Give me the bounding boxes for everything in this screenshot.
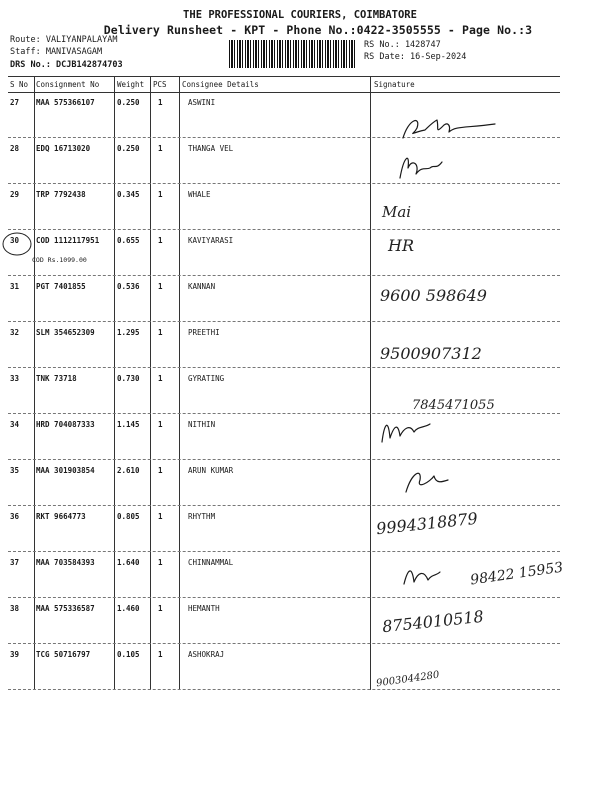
- row-sno: 28: [10, 144, 20, 153]
- row-pcs: 1: [158, 236, 163, 245]
- row-consignee: KAVIYARASI: [188, 236, 234, 245]
- row-consignment-no: MAA 575336587: [36, 604, 95, 613]
- row-consignee: RHYTHM: [188, 512, 216, 521]
- row-separator: [8, 459, 560, 460]
- row-pcs: 1: [158, 604, 163, 613]
- barcode: [229, 40, 357, 68]
- handwriting-33: 7845471055: [412, 398, 495, 413]
- signature-28: [390, 148, 450, 184]
- signature-27: [395, 112, 515, 146]
- row-weight: 1.460: [117, 604, 140, 613]
- row-consignment-no: HRD 704087333: [36, 420, 95, 429]
- row-pcs: 1: [158, 650, 163, 659]
- row-pcs: 1: [158, 420, 163, 429]
- row-consignee: CHINNAMMAL: [188, 558, 234, 567]
- row-consignment-no: TCG 50716797: [36, 650, 91, 659]
- row-pcs: 1: [158, 558, 163, 567]
- company-title: THE PROFESSIONAL COURIERS, COIMBATORE: [183, 9, 417, 21]
- row-pcs: 1: [158, 144, 163, 153]
- row-consignment-no: MAA 575366107: [36, 98, 95, 107]
- hand-drawn-circle: [0, 230, 36, 260]
- row-pcs: 1: [158, 282, 163, 291]
- col-header-sno: S No: [10, 80, 29, 89]
- row-consignee: PREETHI: [188, 328, 220, 337]
- row-consignee: NITHIN: [188, 420, 216, 429]
- handwriting-36: 9994318879: [375, 508, 479, 539]
- row-sno: 29: [10, 190, 20, 199]
- row-sno: 30: [10, 236, 20, 245]
- drs-number: DRS No.: DCJB142874703: [10, 60, 123, 70]
- row-consignee: ASWINI: [188, 98, 216, 107]
- row-weight: 0.536: [117, 282, 140, 291]
- row-consignment-no: TRP 7792438: [36, 190, 86, 199]
- handwriting-31: 9600 598649: [380, 286, 487, 305]
- row-sno: 38: [10, 604, 20, 613]
- table-top-border: [8, 76, 560, 77]
- handwriting-38: 8754010518: [381, 606, 485, 637]
- row-pcs: 1: [158, 466, 163, 475]
- col-header-consignee: Consignee Details: [182, 80, 259, 89]
- signature-34: [376, 408, 436, 448]
- row-weight: 0.250: [117, 98, 140, 107]
- handwriting-32: 9500907312: [380, 344, 482, 363]
- row-weight: 1.295: [117, 328, 140, 337]
- runsheet-subtitle: Delivery Runsheet - KPT - Phone No.:0422-3505555 - Page No.:3: [103, 23, 533, 37]
- handwriting-39: 9003044280: [375, 669, 441, 690]
- row-consignment-no: MAA 301903854: [36, 466, 95, 475]
- row-weight: 0.345: [117, 190, 140, 199]
- handwriting-30: HR: [388, 236, 414, 255]
- signature-37: [400, 560, 444, 590]
- row-sno: 27: [10, 98, 20, 107]
- row-pcs: 1: [158, 190, 163, 199]
- row-separator: [8, 367, 560, 368]
- col-header-pcs: PCS: [153, 80, 167, 89]
- row-separator: [8, 643, 560, 644]
- row-separator: [8, 689, 560, 690]
- col-header-signature: Signature: [374, 80, 415, 89]
- row-sno: 35: [10, 466, 20, 475]
- row-consignment-no: MAA 703584393: [36, 558, 95, 567]
- col-header-consignment: Consignment No: [36, 80, 100, 89]
- row-separator: [8, 597, 560, 598]
- row-separator: [8, 505, 560, 506]
- row-consignment-no: COD 1112117951: [36, 236, 100, 245]
- row-pcs: 1: [158, 512, 163, 521]
- row-consignment-no: RKT 9664773: [36, 512, 86, 521]
- handwriting-29: Mai: [382, 203, 412, 221]
- row-consignee: KANNAN: [188, 282, 216, 291]
- row-consignee: THANGA VEL: [188, 144, 234, 153]
- row-separator: [8, 321, 560, 322]
- row-pcs: 1: [158, 328, 163, 337]
- row-consignee: ASHOKRAJ: [188, 650, 225, 659]
- row-weight: 0.105: [117, 650, 140, 659]
- table-header-border: [8, 92, 560, 93]
- row-weight: 0.250: [117, 144, 140, 153]
- row-separator: [8, 413, 560, 414]
- row-sno: 34: [10, 420, 20, 429]
- row-pcs: 1: [158, 374, 163, 383]
- row-separator: [8, 183, 560, 184]
- row-consignment-no: SLM 354652309: [36, 328, 95, 337]
- row-sno: 31: [10, 282, 20, 291]
- route-label: Route: VALIYANPALAYAM: [10, 35, 118, 45]
- rs-number: RS No.: 1428747: [364, 40, 441, 50]
- row-weight: 0.655: [117, 236, 140, 245]
- rs-date: RS Date: 16-Sep-2024: [364, 52, 467, 62]
- row-consignee: GYRATING: [188, 374, 225, 383]
- row-sno: 36: [10, 512, 20, 521]
- row-consignment-no: PGT 7401855: [36, 282, 86, 291]
- row-weight: 0.805: [117, 512, 140, 521]
- row-weight: 1.145: [117, 420, 140, 429]
- row-weight: 1.640: [117, 558, 140, 567]
- row-pcs: 1: [158, 98, 163, 107]
- row-sno: 39: [10, 650, 20, 659]
- row-sno: 37: [10, 558, 20, 567]
- row-consignment-no: TNK 73718: [36, 374, 77, 383]
- row-consignment-no: EDQ 16713020: [36, 144, 91, 153]
- staff-label: Staff: MANIVASAGAM: [10, 47, 103, 57]
- row-separator: [8, 229, 560, 230]
- row-weight: 2.610: [117, 466, 140, 475]
- row-cod-note: COD Rs.1099.00: [32, 256, 87, 264]
- row-consignee: ARUN KUMAR: [188, 466, 234, 475]
- col-header-weight: Weight: [117, 80, 145, 89]
- row-consignee: WHALE: [188, 190, 211, 199]
- row-weight: 0.730: [117, 374, 140, 383]
- row-separator: [8, 275, 560, 276]
- row-sno: 32: [10, 328, 20, 337]
- signature-35: [400, 462, 460, 498]
- row-consignee: HEMANTH: [188, 604, 220, 613]
- row-sno: 33: [10, 374, 20, 383]
- row-separator: [8, 551, 560, 552]
- handwriting-37: 98422 15953: [469, 559, 565, 589]
